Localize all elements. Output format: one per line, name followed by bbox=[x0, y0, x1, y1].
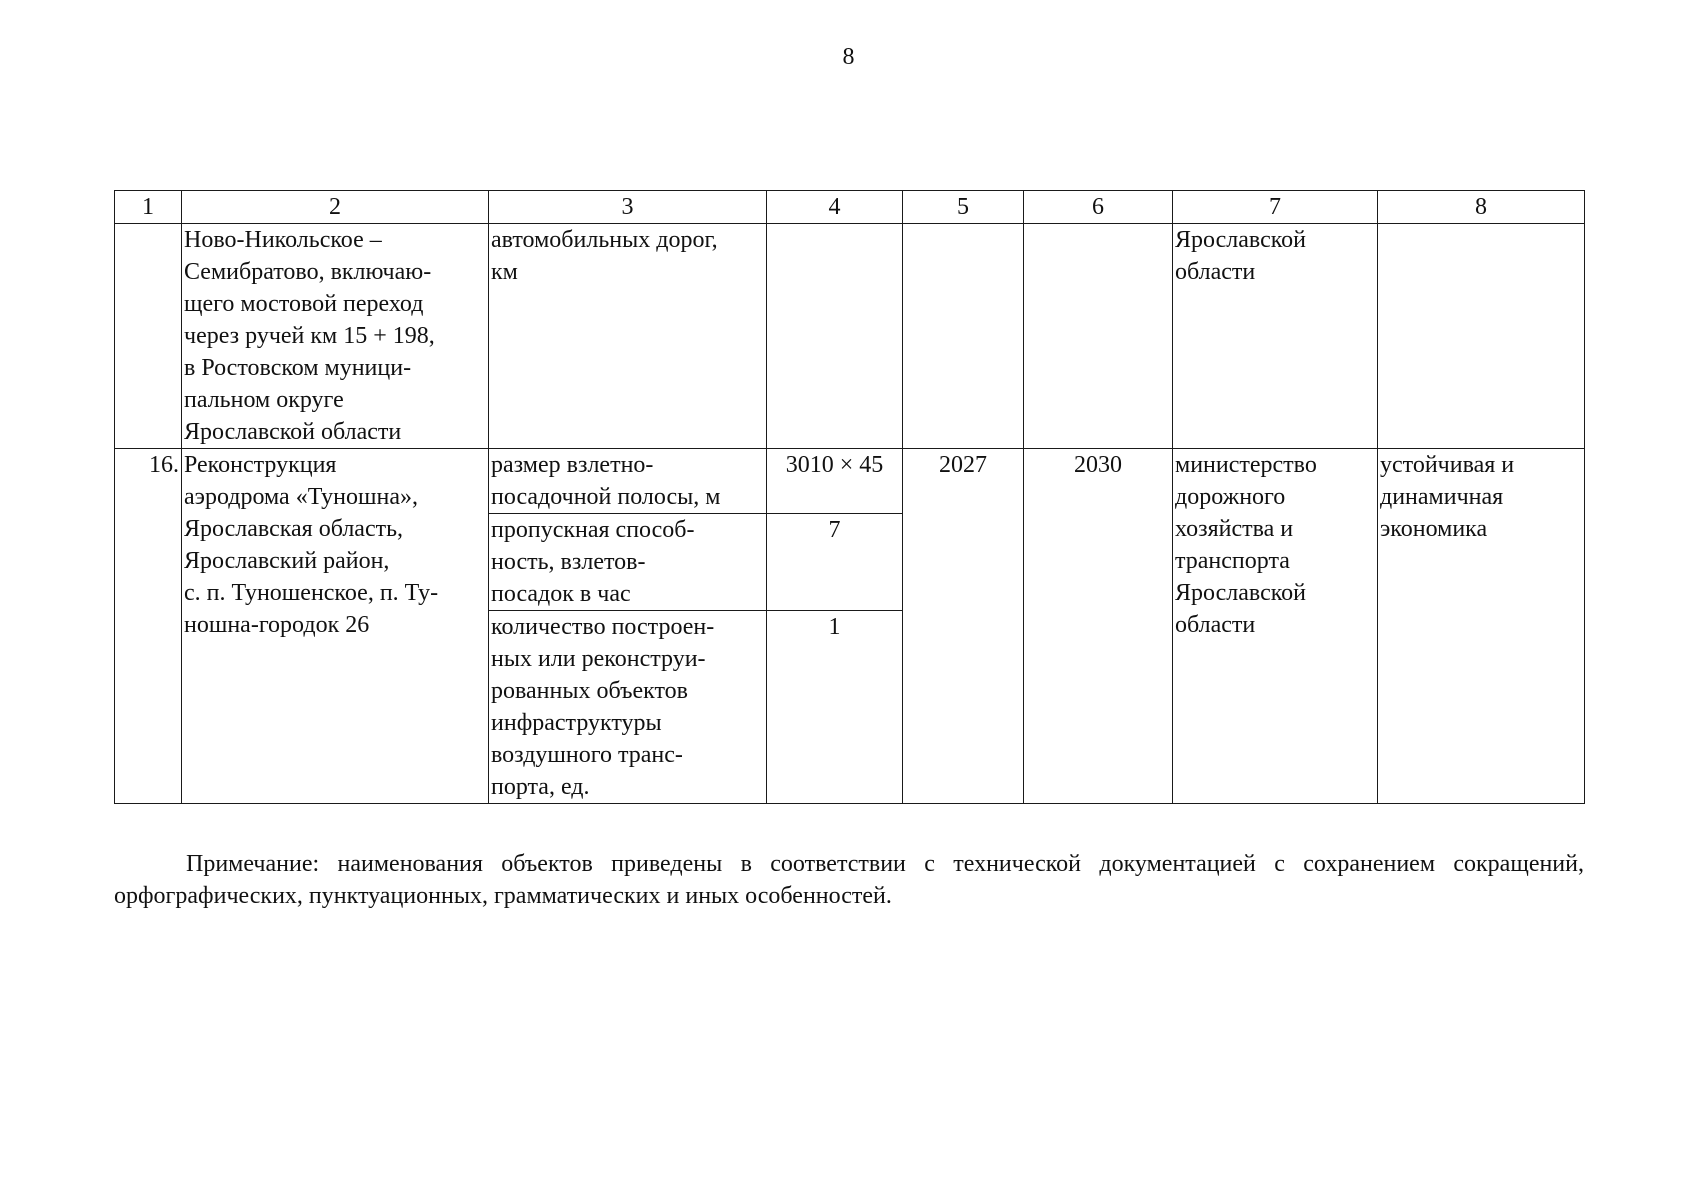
page-number: 8 bbox=[842, 44, 855, 70]
column-number: 3 bbox=[489, 191, 767, 224]
start-year-cell: 2027 bbox=[903, 449, 1024, 804]
goal-cell bbox=[1378, 224, 1585, 449]
indicator-cell: количество построен- ных или реконструи- рованных объектов инфраструктуры воздушного транс- порта, ед. bbox=[489, 611, 767, 804]
column-number: 5 bbox=[903, 191, 1024, 224]
table-note: Примечание: наименования объектов приведены в соответствии с технической документацией с сохранением сокращений, орфографических, пунктуационных, грамматических и иных особенностей. bbox=[114, 851, 1584, 909]
column-number: 2 bbox=[182, 191, 489, 224]
end-year-cell: 2030 bbox=[1024, 449, 1173, 804]
table-row-16 bbox=[115, 449, 1585, 514]
end-year-cell bbox=[1024, 224, 1173, 449]
value-cell: 1 bbox=[767, 611, 903, 804]
row-number-cell: 16. bbox=[115, 449, 182, 804]
goal-cell: устойчивая и динамичная экономика bbox=[1378, 449, 1585, 804]
indicator-cell: автомобильных дорог, км bbox=[489, 224, 767, 449]
value-cell: 7 bbox=[767, 514, 903, 611]
object-name-cell: Реконструкция аэродрома «Туношна», Ярославская область, Ярославский район, с. п. Туношенское, п. Ту- ношна-городок 26 bbox=[182, 449, 489, 804]
column-number: 7 bbox=[1173, 191, 1378, 224]
column-number: 6 bbox=[1024, 191, 1173, 224]
responsible-cell: Ярославской области bbox=[1173, 224, 1378, 449]
responsible-cell: министерство дорожного хозяйства и транспорта Ярославской области bbox=[1173, 449, 1378, 804]
column-number: 1 bbox=[115, 191, 182, 224]
object-name-cell: Ново-Никольское – Семибратово, включаю- щего мостовой переход через ручей км 15 + 198, в Ростовском муници- пальном округе Ярославской области bbox=[182, 224, 489, 449]
column-number: 8 bbox=[1378, 191, 1585, 224]
objects-table bbox=[114, 190, 1585, 804]
indicator-cell: размер взлетно- посадочной полосы, м bbox=[489, 449, 767, 514]
start-year-cell bbox=[903, 224, 1024, 449]
column-number: 4 bbox=[767, 191, 903, 224]
value-cell bbox=[767, 224, 903, 449]
table-row-continuation bbox=[115, 224, 1585, 449]
value-cell: 3010 × 45 bbox=[767, 449, 903, 514]
indicator-cell: пропускная способ- ность, взлетов- посадок в час bbox=[489, 514, 767, 611]
row-number-cell bbox=[115, 224, 182, 449]
column-number-row bbox=[115, 191, 1585, 224]
